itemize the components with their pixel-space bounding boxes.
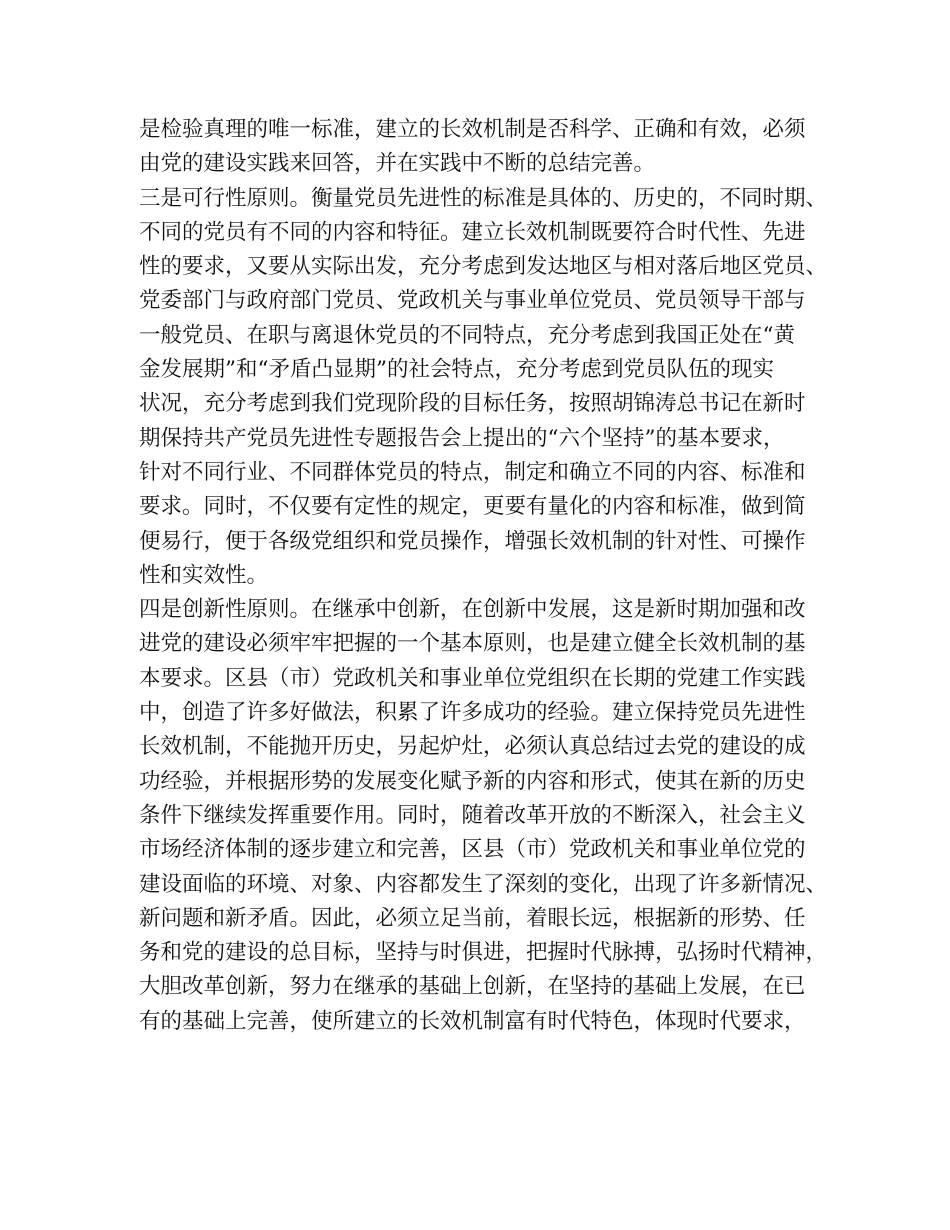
text-line: 状况，充分考虑到我们党现阶段的目标任务，按照胡锦涛总书记在新时 <box>139 391 806 417</box>
text-line: 要求。同时，不仅要有定性的规定，更要有量化的内容和标准，做到简 <box>139 494 806 520</box>
text-line: 金发展期”和“矛盾凸显期”的社会特点，充分考虑到党员队伍的现实 <box>139 357 774 383</box>
text-line: 进党的建设必须牢牢把握的一个基本原则，也是建立健全长效机制的基 <box>139 631 806 657</box>
text-line: 建设面临的环境、对象、内容都发生了深刻的变化，出现了许多新情况、 <box>139 871 828 897</box>
text-line: 四是创新性原则。在继承中创新，在创新中发展，这是新时期加强和改 <box>139 597 806 623</box>
text-line: 是检验真理的唯一标准，建立的长效机制是否科学、正确和有效，必须 <box>139 117 806 142</box>
text-line: 务和党的建设的总目标，坚持与时俱进，把握时代脉搏，弘扬时代精神， <box>139 940 828 966</box>
text-line: 长效机制，不能抛开历史，另起炉灶，必须认真总结过去党的建设的成 <box>139 734 806 760</box>
text-line: 三是可行性原则。衡量党员先进性的标准是具体的、历史的，不同时期、 <box>139 185 828 211</box>
text-line: 条件下继续发挥重要作用。同时，随着改革开放的不断深入，社会主义 <box>139 802 806 828</box>
text-line: 大胆改革创新，努力在继承的基础上创新，在坚持的基础上发展，在已 <box>139 974 806 1000</box>
text-line: 一般党员、在职与离退休党员的不同特点，充分考虑到我国正处在“黄 <box>139 322 795 348</box>
text-line: 期保持共产党员先进性专题报告会上提出的“六个坚持”的基本要求， <box>139 425 785 451</box>
text-line: 党委部门与政府部门党员、党政机关与事业单位党员、党员领导干部与 <box>139 288 806 314</box>
text-line: 中，创造了许多好做法，积累了许多成功的经验。建立保持党员先进性 <box>139 700 806 726</box>
text-line: 市场经济体制的逐步建立和完善，区县（市）党政机关和事业单位党的 <box>139 837 806 863</box>
text-line: 针对不同行业、不同群体党员的特点，制定和确立不同的内容、标准和 <box>139 459 806 485</box>
text-line: 本要求。区县（市）党政机关和事业单位党组织在长期的党建工作实践 <box>139 665 806 691</box>
text-line: 由党的建设实践来回答，并在实践中不断的总结完善。 <box>139 151 656 177</box>
text-line: 功经验，并根据形势的发展变化赋予新的内容和形式，使其在新的历史 <box>139 768 806 794</box>
text-line: 性和实效性。 <box>139 562 269 588</box>
text-line: 便易行，便于各级党组织和党员操作，增强长效机制的针对性、可操作 <box>139 528 806 554</box>
text-line: 有的基础上完善，使所建立的长效机制富有时代特色，体现时代要求， <box>139 1008 806 1034</box>
text-line: 不同的党员有不同的内容和特征。建立长效机制既要符合时代性、先进 <box>139 219 806 245</box>
text-line: 新问题和新矛盾。因此，必须立足当前，着眼长远，根据新的形势、任 <box>139 905 806 931</box>
document-body <box>139 113 829 1039</box>
text-line: 性的要求，又要从实际出发，充分考虑到发达地区与相对落后地区党员、 <box>139 254 828 280</box>
